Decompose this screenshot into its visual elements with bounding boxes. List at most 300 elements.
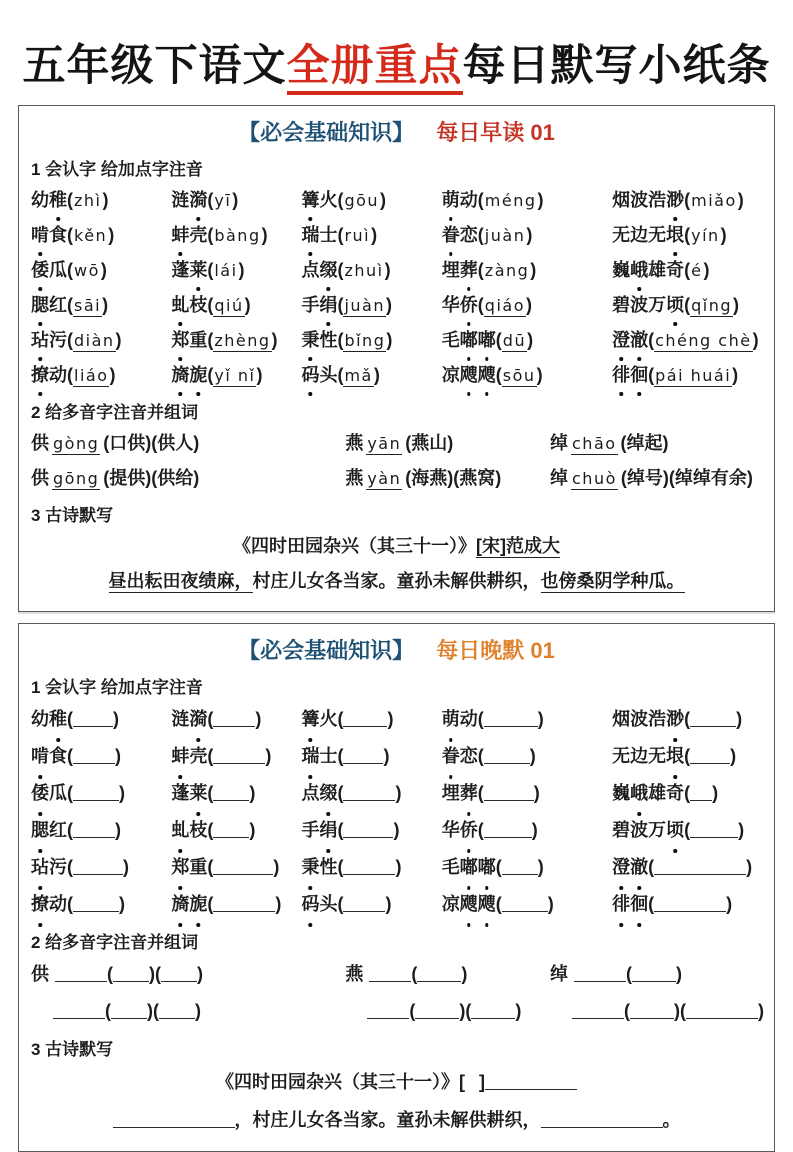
hanzi-word xyxy=(31,330,67,350)
morning-section1-label: 1 会认字 给加点字注音 xyxy=(31,159,203,179)
hanzi-char: 眷 xyxy=(442,738,460,775)
pinyin-area: ( ) xyxy=(337,745,390,766)
pinyin-blank xyxy=(53,1006,105,1019)
pinyin-area: ( ) xyxy=(207,856,280,877)
hanzi-char: 士 xyxy=(319,745,338,766)
hanzi-char: 污 xyxy=(49,329,67,350)
pinyin-blank xyxy=(343,899,385,912)
morning-poem xyxy=(31,529,762,599)
word-item xyxy=(442,738,612,775)
example-word: (绰号) xyxy=(620,467,669,488)
hanzi-char: 码 xyxy=(301,886,319,923)
hanzi-word xyxy=(442,295,478,315)
pinyin-blank xyxy=(343,788,395,801)
morning-section2-label: 2 给多音字注音并组词 xyxy=(31,402,199,422)
hanzi-char: 顷 xyxy=(666,288,684,322)
hanzi-char: 绰 xyxy=(550,432,568,453)
hanzi-char: 燕 xyxy=(345,432,364,453)
pinyin-blank xyxy=(73,862,123,875)
word-item xyxy=(442,849,612,886)
hanzi-word xyxy=(442,857,496,877)
verse-blank xyxy=(113,1114,235,1128)
pinyin-area: (yín) xyxy=(684,224,727,245)
poem-segment: ，村庄儿女各当家。童孙未解供耕织， xyxy=(234,1109,541,1130)
example-word: (供人) xyxy=(151,432,200,453)
hanzi-word xyxy=(301,295,337,315)
hanzi-char: 稚 xyxy=(49,183,67,217)
pinyin-area: ( ) xyxy=(648,893,733,914)
morning-card xyxy=(18,105,775,612)
pinyin-blank xyxy=(654,899,726,912)
hanzi-char: 郑 xyxy=(171,323,189,357)
hanzi-char: 埋 xyxy=(441,782,460,803)
hanzi-char: 澈 xyxy=(630,323,648,357)
polyphone-group xyxy=(550,426,762,496)
morning-card-header xyxy=(31,116,762,147)
word-item xyxy=(31,358,171,393)
hanzi-char: 食 xyxy=(49,224,67,245)
hanzi-char: 火 xyxy=(319,189,338,210)
pinyin-area: ( ) xyxy=(337,782,402,803)
hanzi-char: 供 xyxy=(31,963,49,984)
poem-title: 《四时田园杂兴（其三十一）》 xyxy=(233,535,476,556)
hanzi-char: 旎 xyxy=(189,358,207,392)
hanzi-char: 烟 xyxy=(612,189,631,210)
hanzi-char: 浩 xyxy=(648,708,667,729)
hanzi-char: 徘 xyxy=(612,886,630,923)
hanzi-word xyxy=(442,746,478,766)
word-item xyxy=(301,738,441,775)
hanzi-char: 蚌 xyxy=(171,218,189,252)
pinyin: wō xyxy=(74,260,100,280)
word-item xyxy=(31,701,171,738)
hanzi-char: 旎 xyxy=(189,886,207,923)
hanzi-char: 莱 xyxy=(189,253,207,287)
example-word: (提供) xyxy=(103,467,152,488)
hanzi-char: 万 xyxy=(648,819,667,840)
hanzi-char: 点 xyxy=(301,782,320,803)
word-item xyxy=(31,253,171,288)
word-item xyxy=(442,288,612,323)
word-item xyxy=(442,253,612,288)
word-item xyxy=(171,323,301,358)
hanzi-word xyxy=(550,433,568,453)
pinyin: juàn xyxy=(484,225,526,245)
hanzi-word xyxy=(442,260,478,280)
hanzi-char: 瓜 xyxy=(49,259,67,280)
word-item xyxy=(442,812,612,849)
polyphone-row xyxy=(550,461,762,496)
word-item xyxy=(31,738,171,775)
hanzi-word xyxy=(31,468,49,488)
word-item xyxy=(171,218,301,253)
hanzi-char: 巍 xyxy=(612,259,631,280)
hanzi-word xyxy=(31,295,67,315)
pinyin-blank xyxy=(502,862,538,875)
word-item xyxy=(301,849,441,886)
pinyin-blank xyxy=(343,714,387,727)
hanzi-char: 蓬 xyxy=(171,259,190,280)
hanzi-char: 腮 xyxy=(31,812,49,849)
hanzi-char: 虬 xyxy=(171,812,189,849)
word-item xyxy=(442,358,612,393)
hanzi-word xyxy=(345,433,363,453)
pinyin: juàn xyxy=(344,295,385,315)
hanzi-char: 瑞 xyxy=(301,738,319,775)
polyphone-row: ( )( ) xyxy=(550,993,762,1030)
hanzi-char: 波 xyxy=(630,189,649,210)
hanzi-word xyxy=(345,468,363,488)
hanzi-char: 凉 xyxy=(441,893,460,914)
hanzi-char: 凉 xyxy=(441,364,460,385)
morning-header-tag: 【必会基础知识】 xyxy=(238,119,415,145)
pinyin: miǎo xyxy=(691,190,737,210)
hanzi-word xyxy=(171,365,207,385)
hanzi-char: 手 xyxy=(301,819,320,840)
example-word: (绰绰有余) xyxy=(668,467,753,488)
pinyin-area: ( ) xyxy=(67,856,129,877)
pinyin: yǐ nǐ xyxy=(214,365,256,385)
author-blank xyxy=(485,1076,577,1090)
hanzi-word xyxy=(171,857,207,877)
hanzi-char: 点 xyxy=(301,259,320,280)
pinyin-area: (liáo) xyxy=(67,364,116,385)
hanzi-word xyxy=(612,783,684,803)
word-item xyxy=(612,253,762,288)
pinyin-area: (mǎ) xyxy=(337,364,380,385)
hanzi-char: 供 xyxy=(31,432,49,453)
word-item xyxy=(612,288,762,323)
pinyin-area: ( ) xyxy=(67,893,125,914)
pinyin-blank xyxy=(73,825,115,838)
polyphone-row xyxy=(345,426,550,461)
pinyin: yī xyxy=(214,190,232,210)
poem-segment: 。 xyxy=(662,1109,681,1130)
pinyin: mǎ xyxy=(344,365,373,385)
pinyin-area: (bǐng) xyxy=(337,329,393,350)
hanzi-char: 渺 xyxy=(666,183,684,217)
pinyin-blank xyxy=(484,825,532,838)
pinyin: qiú xyxy=(214,295,244,315)
evening-card xyxy=(18,623,775,1152)
example-word: (供给) xyxy=(151,467,200,488)
poem-title-line: 《四时田园杂兴（其三十一）》[ ] xyxy=(31,1063,762,1101)
example-word: (燕窝) xyxy=(453,467,502,488)
word-blank xyxy=(686,1006,758,1019)
hanzi-char: 飕 xyxy=(460,886,478,923)
hanzi-char: 波 xyxy=(630,819,649,840)
hanzi-word xyxy=(171,709,207,729)
pinyin-blank xyxy=(213,899,275,912)
hanzi-word xyxy=(612,190,684,210)
hanzi-word xyxy=(442,190,478,210)
evening-section1-label: 1 会认字 给加点字注音 xyxy=(31,677,203,697)
hanzi-word xyxy=(31,964,49,984)
pinyin-area: (kěn) xyxy=(67,224,115,245)
pinyin-area: (zàng) xyxy=(477,259,537,280)
pinyin-area: ( ) xyxy=(477,708,544,729)
hanzi-char: 旖 xyxy=(171,358,189,392)
pinyin-area: (zhèng) xyxy=(207,329,278,350)
pinyin-area: (sāi) xyxy=(67,294,109,315)
hanzi-char: 幼 xyxy=(31,708,49,729)
hanzi-char: 重 xyxy=(189,856,208,877)
evening-header-title: 每日晚默 01 xyxy=(436,637,555,663)
pinyin-area: ( ) xyxy=(67,782,125,803)
hanzi-char: 徊 xyxy=(630,358,648,392)
pinyin-area: (é) xyxy=(684,259,710,280)
pinyin-blank xyxy=(213,714,255,727)
hanzi-word xyxy=(31,894,67,914)
hanzi-char: 垠 xyxy=(666,738,684,775)
hanzi-char: 奇 xyxy=(666,259,685,280)
pinyin: qǐng xyxy=(691,295,733,315)
hanzi-char: 红 xyxy=(49,819,67,840)
word-item xyxy=(301,812,441,849)
pinyin-blank xyxy=(343,862,395,875)
word-item xyxy=(171,812,301,849)
hanzi-char: 飕 xyxy=(460,358,478,392)
pinyin-area: (juàn) xyxy=(337,294,392,315)
pinyin-blank xyxy=(484,788,534,801)
hanzi-word xyxy=(301,783,337,803)
pinyin-area: ( ) xyxy=(207,782,256,803)
pinyin: pái huái xyxy=(655,365,732,385)
pinyin-area: (diàn) xyxy=(67,329,122,350)
pinyin: diàn xyxy=(74,330,115,350)
word-item xyxy=(612,738,762,775)
pinyin-area: (yǐ nǐ) xyxy=(207,364,263,385)
word-item xyxy=(442,886,612,923)
hanzi-char: 食 xyxy=(49,745,67,766)
pinyin-area: (juàn) xyxy=(477,224,533,245)
word-item xyxy=(31,183,171,218)
word-item xyxy=(171,288,301,323)
hanzi-char: 头 xyxy=(319,893,338,914)
pinyin-blank xyxy=(213,788,249,801)
hanzi-char: 徘 xyxy=(612,358,630,392)
hanzi-char: 燕 xyxy=(345,467,364,488)
hanzi-char: 无 xyxy=(648,745,667,766)
pinyin-area: ( ) xyxy=(337,819,400,840)
pinyin-blank xyxy=(484,714,538,727)
hanzi-char: 篝 xyxy=(301,701,319,738)
hanzi-char: 缀 xyxy=(319,253,337,287)
hanzi-char: 徊 xyxy=(630,886,648,923)
polyphone-row: ( )( ) xyxy=(31,993,345,1030)
verse-blank xyxy=(541,1114,663,1128)
example-word: (海燕) xyxy=(405,467,454,488)
word-item xyxy=(31,886,171,923)
hanzi-word xyxy=(612,295,684,315)
page-title-suffix: 每日默写小纸条 xyxy=(462,42,771,90)
hanzi-word xyxy=(31,857,67,877)
word-blank xyxy=(113,969,149,982)
hanzi-char: 澈 xyxy=(630,849,648,886)
hanzi-word xyxy=(612,820,684,840)
hanzi-word xyxy=(301,894,337,914)
word-item xyxy=(612,812,762,849)
hanzi-char: 葬 xyxy=(460,775,478,812)
hanzi-word xyxy=(31,260,67,280)
word-item xyxy=(301,183,441,218)
hanzi-word xyxy=(612,330,648,350)
pinyin: bàng xyxy=(214,225,261,245)
word-item xyxy=(171,253,301,288)
hanzi-char: 巍 xyxy=(612,782,631,803)
polyphone-group xyxy=(345,956,550,1030)
hanzi-char: 边 xyxy=(630,745,649,766)
poem-title-line xyxy=(31,529,762,564)
hanzi-char: 撩 xyxy=(31,358,49,392)
hanzi-char: 郑 xyxy=(171,849,189,886)
polyphone-group xyxy=(31,956,345,1030)
hanzi-word xyxy=(612,709,684,729)
pinyin-area: (méng) xyxy=(477,189,544,210)
word-item xyxy=(442,183,612,218)
hanzi-word xyxy=(171,190,207,210)
hanzi-char: 涟 xyxy=(171,189,190,210)
pinyin: sōu xyxy=(502,365,536,385)
pinyin: ruì xyxy=(344,225,371,245)
pinyin-area: ( ) xyxy=(67,819,121,840)
word-item xyxy=(31,288,171,323)
pinyin-blank xyxy=(369,969,411,982)
hanzi-char: 澄 xyxy=(612,849,630,886)
morning-section3-label: 3 古诗默写 xyxy=(31,505,114,525)
hanzi-word xyxy=(31,746,67,766)
hanzi-char: 绰 xyxy=(550,467,568,488)
hanzi-char: 码 xyxy=(301,358,319,392)
hanzi-word xyxy=(442,365,496,385)
word-item xyxy=(301,288,441,323)
word-item xyxy=(31,323,171,358)
morning-polyphone-grid xyxy=(31,426,762,496)
hanzi-char: 恋 xyxy=(459,224,478,245)
pinyin-blank xyxy=(367,1006,409,1019)
hanzi-char: 燕 xyxy=(345,963,364,984)
word-item xyxy=(171,775,301,812)
hanzi-word xyxy=(31,225,67,245)
pinyin-blank xyxy=(690,714,736,727)
hanzi-word xyxy=(345,964,363,984)
hanzi-char: 飕 xyxy=(478,358,496,392)
hanzi-char: 烟 xyxy=(612,708,631,729)
poem-segment: 村庄儿女各当家。童孙未解供耕织， xyxy=(252,570,541,591)
hanzi-char: 壳 xyxy=(189,224,208,245)
poem-segment: 昼出耘田夜绩麻， xyxy=(108,570,253,591)
hanzi-char: 啃 xyxy=(31,738,49,775)
hanzi-char: 雄 xyxy=(648,782,667,803)
hanzi-word xyxy=(171,295,207,315)
hanzi-char: 埋 xyxy=(441,259,460,280)
page-title-prefix: 五年级下语文 xyxy=(22,42,287,90)
pinyin: zhì xyxy=(74,190,102,210)
pinyin-blank xyxy=(213,825,249,838)
hanzi-char: 旖 xyxy=(171,886,189,923)
pinyin: gòng xyxy=(53,433,100,453)
hanzi-char: 手 xyxy=(301,294,320,315)
pinyin-blank xyxy=(213,862,273,875)
hanzi-char: 边 xyxy=(630,224,649,245)
word-item xyxy=(171,358,301,393)
pinyin: bǐng xyxy=(344,330,386,350)
hanzi-char: 毛 xyxy=(441,856,460,877)
evening-poem xyxy=(31,1063,762,1139)
hanzi-word xyxy=(31,433,49,453)
pinyin-area: ( ) xyxy=(477,782,540,803)
hanzi-char: 绢 xyxy=(319,288,337,322)
word-item xyxy=(171,183,301,218)
word-blank xyxy=(161,969,197,982)
hanzi-char: 动 xyxy=(459,708,478,729)
pinyin-area: ( ) xyxy=(207,819,256,840)
hanzi-word xyxy=(171,783,207,803)
poem-text-line xyxy=(31,1101,762,1139)
hanzi-word xyxy=(301,190,337,210)
pinyin-blank xyxy=(73,751,115,764)
hanzi-char: 动 xyxy=(49,893,67,914)
word-item xyxy=(612,183,762,218)
pinyin: zhèng xyxy=(214,330,271,350)
hanzi-char: 奇 xyxy=(666,782,685,803)
pinyin-area: ( ) xyxy=(477,745,536,766)
pinyin: yín xyxy=(691,225,720,245)
hanzi-char: 莱 xyxy=(189,775,207,812)
pinyin-area: ( ) xyxy=(67,708,119,729)
pinyin-area: ( ) xyxy=(684,782,719,803)
pinyin-blank xyxy=(654,862,746,875)
hanzi-char: 眷 xyxy=(442,218,460,252)
word-blank xyxy=(415,1006,459,1019)
pinyin-area: ( ) xyxy=(684,819,745,840)
poem-title: 《四时田园杂兴（其三十一）》 xyxy=(216,1071,459,1092)
polyphone-row xyxy=(550,426,762,461)
pinyin: yān xyxy=(367,433,402,453)
hanzi-char: 腮 xyxy=(31,288,49,322)
pinyin-area: ( ) xyxy=(477,819,538,840)
hanzi-char: 毛 xyxy=(441,329,460,350)
hanzi-char: 虬 xyxy=(171,288,189,322)
pinyin-area: ( ) xyxy=(67,745,121,766)
pinyin: sāi xyxy=(74,295,102,315)
pinyin-blank xyxy=(73,714,113,727)
hanzi-char: 波 xyxy=(630,294,649,315)
word-item xyxy=(301,775,441,812)
hanzi-char: 侨 xyxy=(460,288,478,322)
pinyin-blank xyxy=(572,1006,624,1019)
evening-card-header xyxy=(31,634,762,665)
hanzi-char: 枝 xyxy=(189,294,208,315)
polyphone-row: 燕 ( ) xyxy=(345,956,550,993)
hanzi-char: 澄 xyxy=(612,323,630,357)
word-blank xyxy=(630,1006,674,1019)
word-item xyxy=(442,775,612,812)
word-item xyxy=(31,218,171,253)
polyphone-row: 供 ( )( ) xyxy=(31,956,345,993)
pinyin: yàn xyxy=(367,468,402,488)
hanzi-word xyxy=(171,820,207,840)
word-item xyxy=(301,253,441,288)
page-title-highlight: 全册重点 xyxy=(287,42,463,95)
hanzi-word xyxy=(171,330,207,350)
hanzi-char: 无 xyxy=(612,224,631,245)
hanzi-char: 稚 xyxy=(49,701,67,738)
hanzi-char: 波 xyxy=(630,708,649,729)
word-item xyxy=(612,701,762,738)
poem-segment: 也傍桑阴学种瓜。 xyxy=(540,570,685,591)
hanzi-word xyxy=(301,746,337,766)
